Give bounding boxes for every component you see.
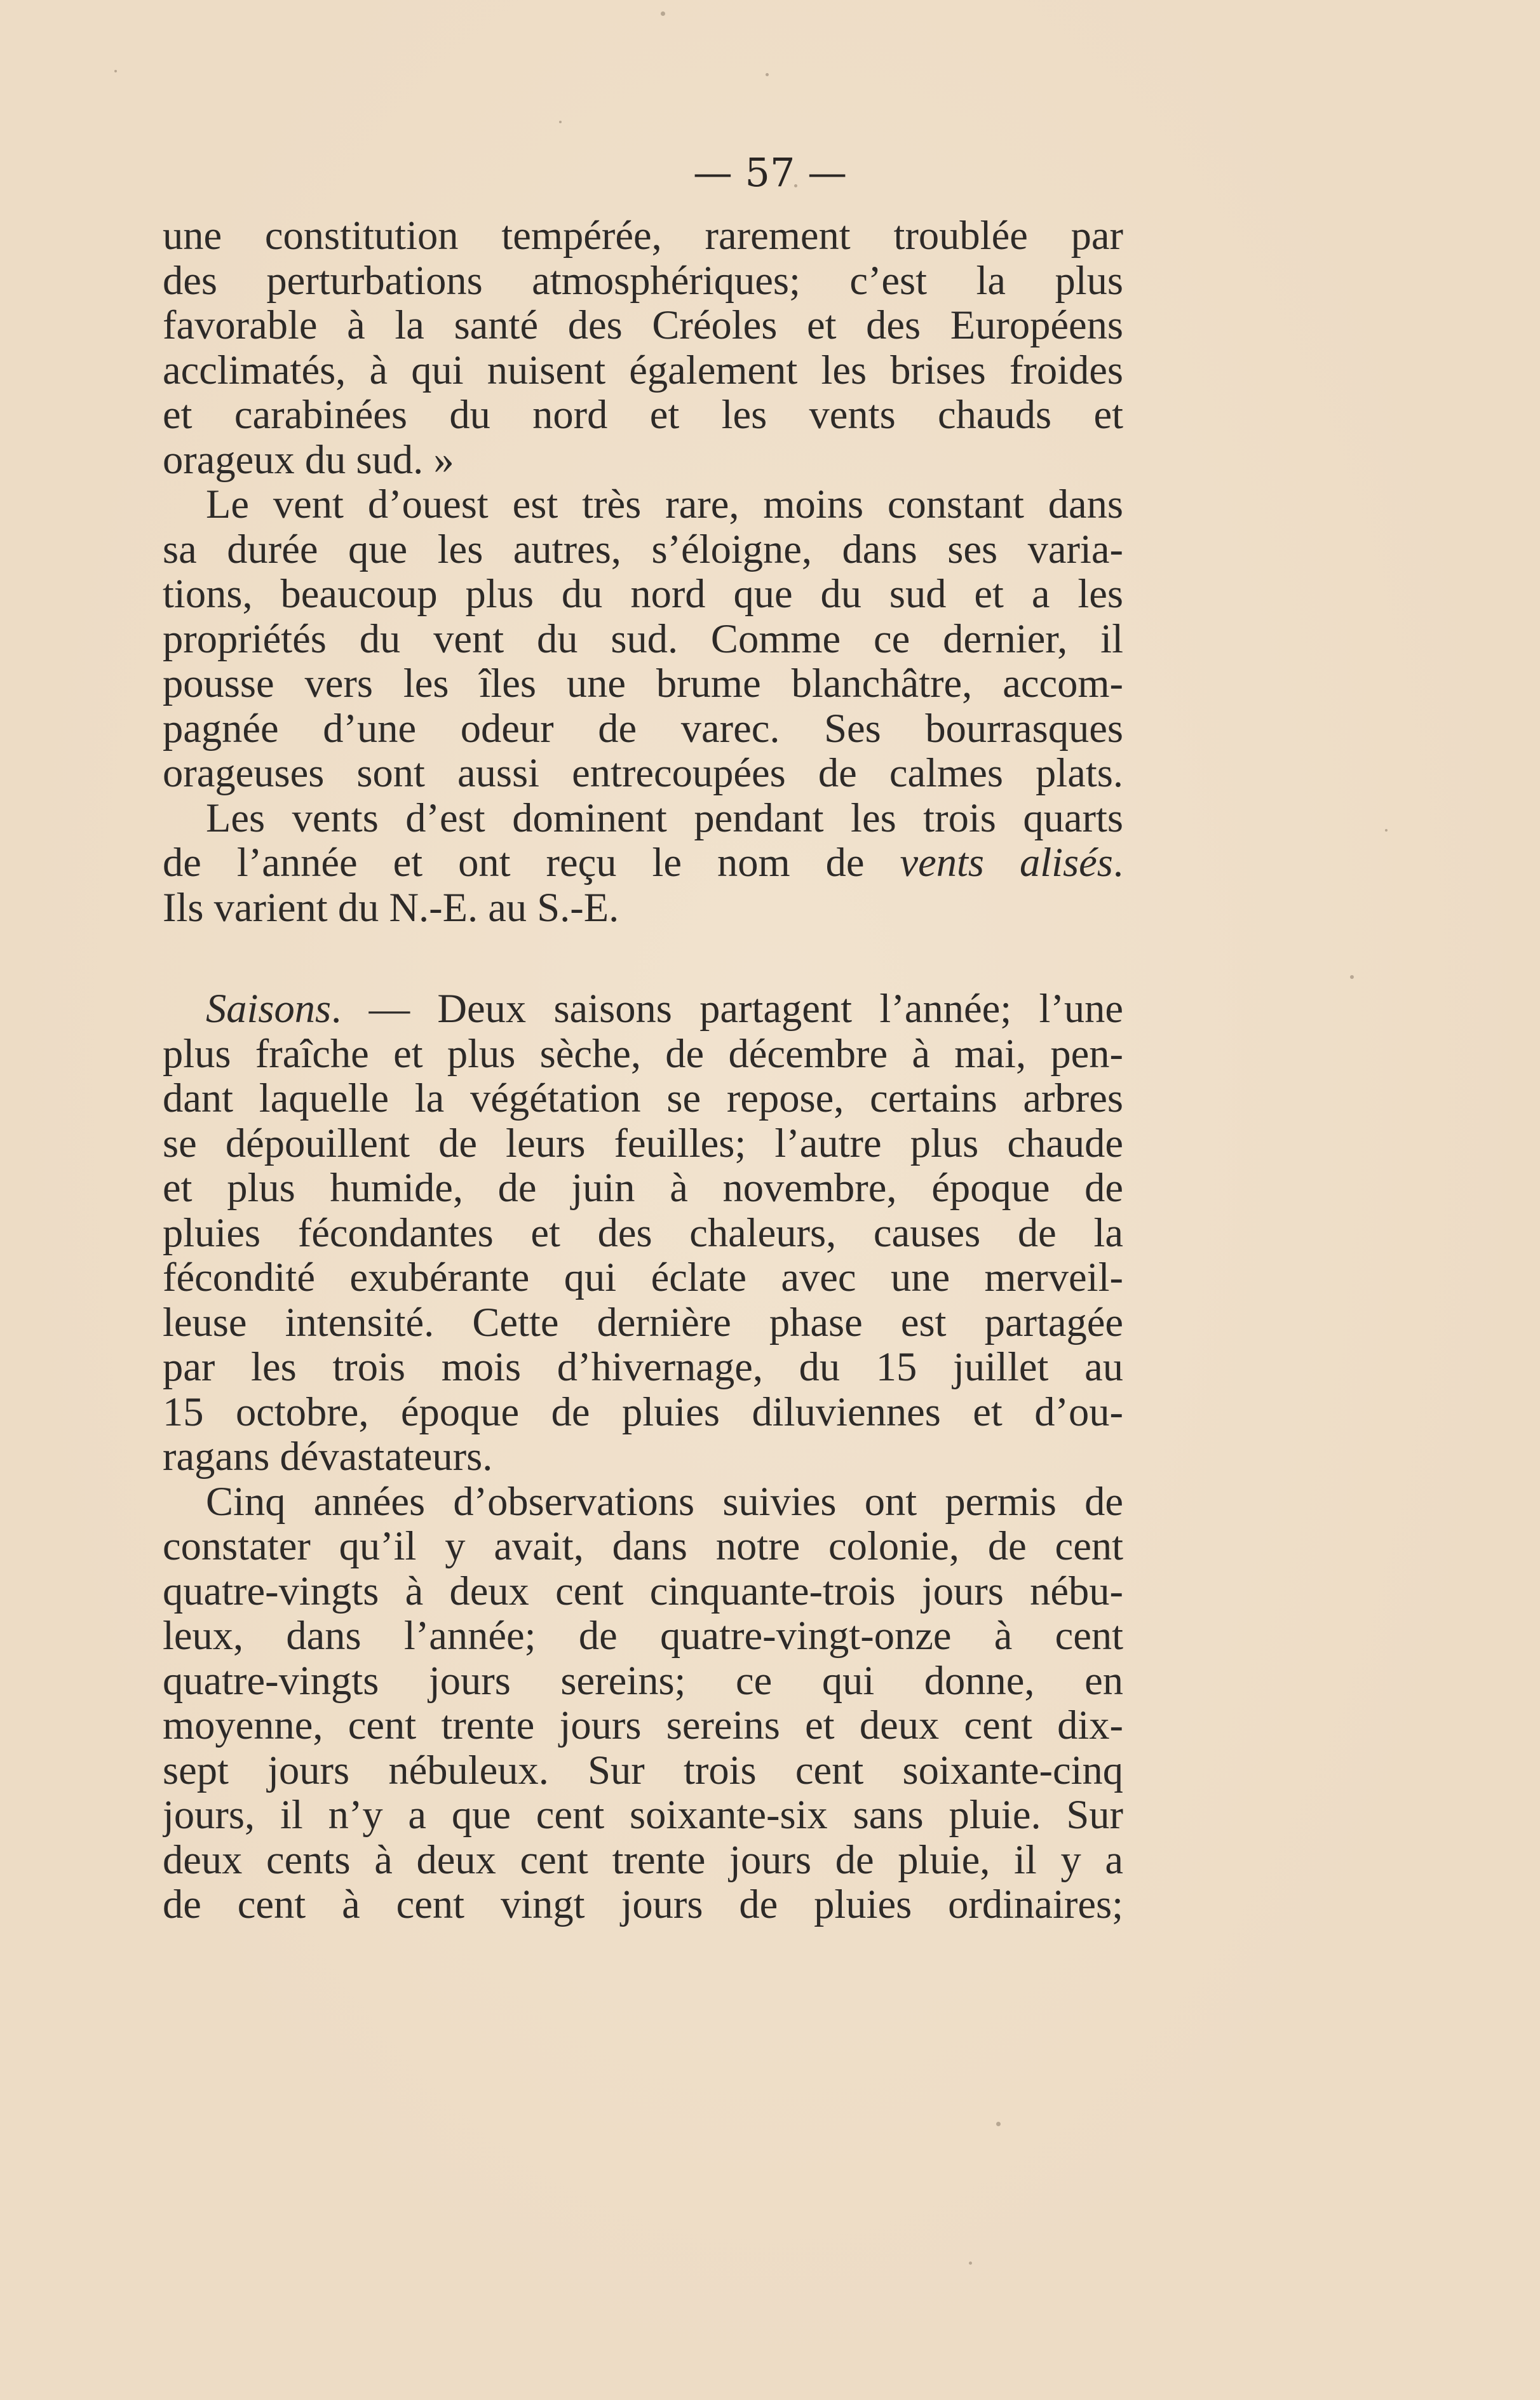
text-line: leux, dans l’année; de quatre-vingt-onze à cent <box>163 1614 1123 1658</box>
text-run: de l’année et ont reçu le nom de <box>163 840 900 885</box>
text-line: et plus humide, de juin à novembre, époque de <box>163 1166 1123 1210</box>
page-number: — 57 — <box>692 149 848 196</box>
text-line: Ils varient du N.-E. au S.-E. <box>163 885 619 930</box>
text-line: deux cents à deux cent trente jours de pluie, il y a <box>163 1837 1123 1882</box>
text-line: quatre-vingts jours sereins; ce qui donne, en <box>163 1658 1123 1703</box>
text-line: Les vents d’est dominent pendant les trois quarts <box>206 795 1123 840</box>
text-run: . — Deux saisons partagent l’année; l’une <box>331 987 1123 1031</box>
paper-speck <box>996 2122 1001 2126</box>
paper-speck <box>1350 975 1354 979</box>
text-line <box>163 840 1123 886</box>
text-block-winds <box>163 213 1123 930</box>
text-line: dant laquelle la végétation se repose, certains arbres <box>163 1076 1123 1121</box>
text-line: quatre-vingts à deux cent cinquante-trois jours nébu- <box>163 1568 1123 1614</box>
text-line: propriétés du vent du sud. Comme ce dernier, il <box>163 616 1123 661</box>
text-line: une constitution tempérée, rarement troublée par <box>163 213 1123 258</box>
text-line: fécondité exubérante qui éclate avec une merveil- <box>163 1255 1123 1300</box>
section-heading: Saisons <box>206 987 332 1031</box>
text-block-seasons <box>163 987 1123 1927</box>
text-line: orageux du sud. » <box>163 437 454 482</box>
text-line <box>163 987 1123 1032</box>
text-run: . <box>1112 840 1123 885</box>
text-line: moyenne, cent trente jours sereins et deux cent dix- <box>163 1703 1123 1748</box>
text-line: Cinq années d’observations suivies ont permis de <box>206 1479 1123 1524</box>
text-line: plus fraîche et plus sèche, de décembre à mai, pen- <box>163 1031 1123 1076</box>
text-line: par les trois mois d’hivernage, du 15 juillet au <box>163 1345 1123 1389</box>
text-line: se dépouillent de leurs feuilles; l’autre plus chaude <box>163 1121 1123 1166</box>
text-line: pagnée d’une odeur de varec. Ses bourrasques <box>163 706 1123 751</box>
text-line: et carabinées du nord et les vents chauds et <box>163 393 1123 437</box>
text-line: de cent à cent vingt jours de pluies ordinaires; <box>163 1882 1123 1927</box>
paper-speck <box>1385 829 1388 832</box>
text-line: acclimatés, à qui nuisent également les brises froides <box>163 347 1123 393</box>
text-line: jours, il n’y a que cent soixante-six sans pluie. Sur <box>163 1793 1123 1837</box>
text-line: tions, beaucoup plus du nord que du sud et a les <box>163 572 1123 616</box>
text-line: sa durée que les autres, s’éloigne, dans ses varia- <box>163 527 1123 572</box>
text-line: pousse vers les îles une brume blanchâtre, accom- <box>163 661 1123 706</box>
text-line: favorable à la santé des Créoles et des Européens <box>163 303 1123 347</box>
text-line: leuse intensité. Cette dernière phase est partagée <box>163 1300 1123 1345</box>
paper-speck <box>559 121 562 123</box>
text-line: des perturbations atmosphériques; c’est la plus <box>163 258 1123 303</box>
paper-speck <box>661 11 665 16</box>
text-line: ragans dévastateurs. <box>163 1434 493 1479</box>
paper-speck <box>766 73 769 76</box>
text-line: sept jours nébuleux. Sur trois cent soixante-cinq <box>163 1748 1123 1793</box>
paper-speck <box>114 70 117 72</box>
italic-term: vents alisés <box>900 840 1113 885</box>
text-line: constater qu’il y avait, dans notre colonie, de cent <box>163 1524 1123 1568</box>
paper-speck <box>969 2262 972 2265</box>
text-line: orageuses sont aussi entrecoupées de calmes plats. <box>163 751 1123 795</box>
text-line: 15 octobre, époque de pluies diluviennes et d’ou- <box>163 1389 1123 1434</box>
text-line: pluies fécondantes et des chaleurs, causes de la <box>163 1210 1123 1255</box>
text-line: Le vent d’ouest est très rare, moins constant dans <box>206 482 1123 527</box>
